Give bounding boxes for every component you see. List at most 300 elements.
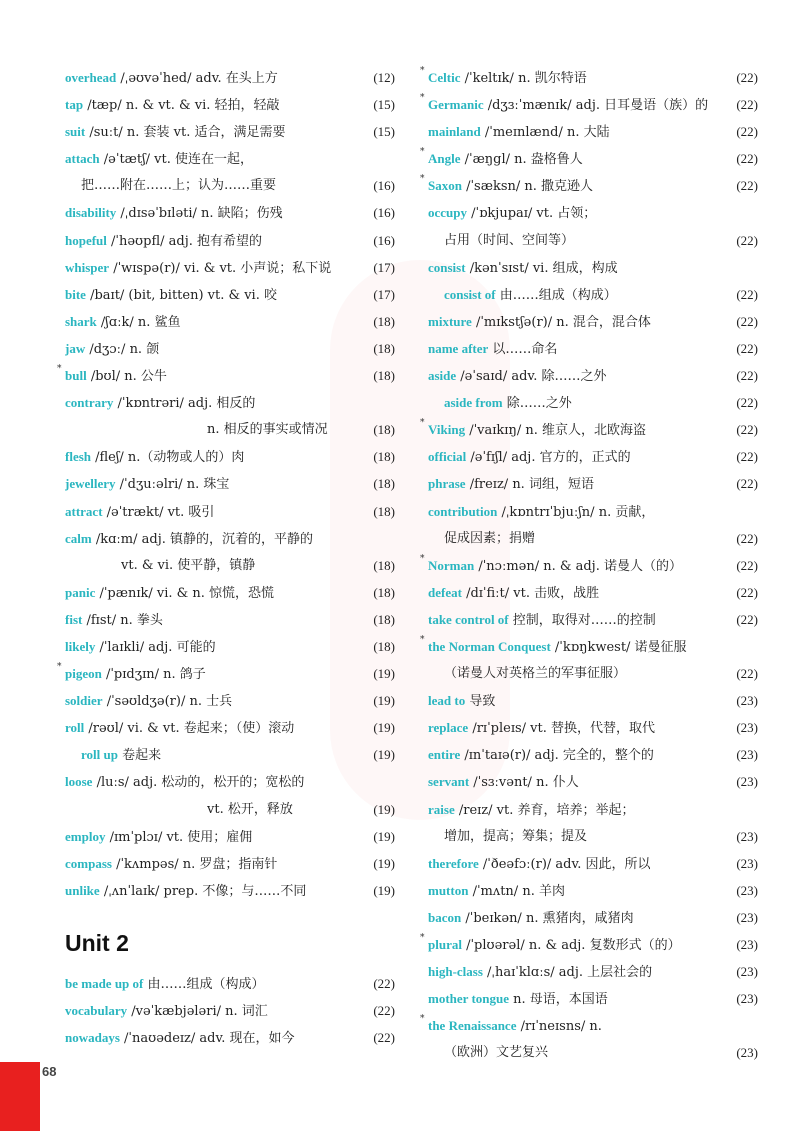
vocab-entry-text	[207, 796, 353, 823]
vocab-entry-text	[65, 145, 353, 173]
vocab-entry	[428, 199, 758, 226]
headword: unlike	[65, 882, 100, 898]
definition: /ˈðeəfɔː(r)/ adv. 因此，所以	[478, 856, 651, 872]
headword: consist of	[444, 286, 496, 302]
headword: entire	[428, 747, 461, 763]
definition: /vəˈkæbjələri/ n. 词汇	[127, 1004, 268, 1020]
vocab-entry	[65, 525, 395, 552]
headword: Viking	[428, 422, 466, 438]
page-reference: (19)	[373, 828, 395, 844]
headword: panic	[65, 584, 96, 600]
headword: consist	[428, 259, 466, 275]
headword: be made up of	[65, 976, 144, 991]
vocab-entry-text	[65, 64, 353, 92]
vocab-entry	[65, 687, 395, 714]
page-reference: (18)	[373, 476, 395, 492]
definition: 卷起来	[117, 748, 162, 764]
headword: the Norman Conquest	[428, 638, 551, 654]
headword: aside	[428, 368, 457, 384]
vocab-entry-text	[65, 199, 353, 227]
page-reference: (18)	[373, 503, 395, 519]
page-reference: (22)	[736, 340, 758, 356]
page-reference: (22)	[373, 976, 395, 991]
headword: Saxon	[428, 178, 462, 194]
page-number: 68	[42, 1064, 57, 1079]
vocab-entry-text	[65, 606, 353, 634]
headword: employ	[65, 828, 106, 844]
vocab-entry-text	[444, 227, 716, 254]
definition: /ˈmɪkstʃə(r)/ n. 混合，混合体	[471, 314, 651, 330]
headword: replace	[428, 720, 469, 736]
page-reference: (18)	[373, 584, 395, 600]
headword: suit	[65, 124, 86, 140]
vocab-entry-text	[65, 877, 353, 905]
vocab-entry-text	[65, 443, 353, 471]
headword: roll	[65, 720, 85, 736]
vocab-entry	[428, 227, 758, 254]
definition: vt. & vi. 使平静，镇静	[121, 557, 256, 573]
vocab-entry-text	[428, 308, 716, 336]
headword: mutton	[428, 882, 469, 898]
page-reference: (23)	[736, 964, 758, 980]
definition: /ˈsæksn/ n. 撒克逊人	[461, 179, 594, 195]
vocab-entry-text	[428, 633, 716, 661]
vocab-entry-text	[444, 823, 716, 850]
page-reference: (23)	[736, 720, 758, 736]
definition: /ˌəʊvəˈhed/ adv. 在头上方	[116, 71, 278, 86]
headword: mixture	[428, 313, 472, 329]
definition: /ˈdʒuːəlri/ n. 珠宝	[115, 477, 230, 493]
vocab-entry	[420, 931, 758, 958]
page-reference: (19)	[373, 747, 395, 763]
vocab-entry-text	[65, 281, 353, 309]
headword: jaw	[65, 340, 86, 356]
vocab-entry	[65, 118, 395, 145]
page-reference: (22)	[736, 313, 758, 329]
optional-word-marker: *	[420, 933, 425, 943]
vocab-entry	[65, 308, 395, 335]
page-reference: (22)	[736, 557, 758, 573]
headword: bacon	[428, 909, 462, 925]
definition: 导致	[465, 694, 496, 710]
vocab-entry	[428, 308, 758, 335]
definition: /ˌhaɪˈklɑːs/ adj. 上层社会的	[482, 965, 653, 981]
page-reference: (23)	[736, 774, 758, 790]
vocab-entry-text	[65, 498, 353, 526]
headword: lead to	[428, 693, 466, 709]
headword: defeat	[428, 584, 462, 600]
vocab-entry	[428, 904, 758, 931]
headword: Germanic	[428, 97, 484, 113]
vocab-entry-text	[65, 525, 353, 553]
vocab-entry	[65, 823, 395, 850]
vocab-entry-text	[428, 362, 716, 390]
definition: （欧洲）文艺复兴	[444, 1045, 549, 1061]
unit-2-vocab-list	[65, 970, 395, 1051]
page-reference: (22)	[736, 70, 758, 85]
vocab-entry	[428, 525, 758, 552]
definition: /ˌdɪsəˈbɪləti/ n. 缺陷；伤残	[116, 206, 283, 222]
optional-word-marker: *	[57, 364, 62, 375]
vocab-entry-text	[428, 579, 716, 607]
page-reference: (15)	[373, 97, 395, 113]
definition: 由……组成（构成）	[495, 287, 617, 303]
vocab-entry	[420, 145, 758, 172]
vocab-entry-text	[65, 633, 353, 661]
vocab-entry-text	[428, 172, 716, 200]
vocab-entry-text	[65, 823, 353, 851]
vocab-entry	[428, 335, 758, 362]
headword: calm	[65, 530, 92, 546]
headword: soldier	[65, 693, 103, 709]
headword: attract	[65, 503, 103, 519]
vocab-entry-text	[428, 91, 716, 119]
vocab-entry-text	[428, 443, 716, 471]
vocab-entry-text	[65, 687, 353, 715]
definition: /ˈhəʊpfl/ adj. 抱有希望的	[106, 233, 262, 249]
page-reference: (23)	[736, 1045, 758, 1061]
vocab-entry	[420, 1012, 758, 1039]
optional-word-marker: *	[420, 634, 425, 645]
headword: hopeful	[65, 232, 107, 248]
headword: mainland	[428, 124, 481, 140]
definition: /freɪz/ n. 词组，短语	[465, 477, 594, 493]
vocab-entry	[420, 172, 758, 199]
vocab-entry	[428, 254, 758, 281]
vocab-entry	[65, 335, 395, 362]
page-reference: (18)	[373, 340, 395, 356]
vocab-entry-text	[81, 741, 353, 769]
page-reference: (22)	[736, 368, 758, 384]
headword: Norman	[428, 557, 475, 573]
vocab-entry	[428, 741, 758, 768]
page-reference: (15)	[373, 124, 395, 140]
definition: vt. 松开，释放	[207, 801, 293, 817]
vocab-entry	[57, 362, 395, 389]
vocab-entry-text	[428, 877, 716, 905]
vocab-entry	[65, 850, 395, 877]
vocab-entry	[65, 172, 395, 199]
definition: /ˈpænɪk/ vi. & n. 惊慌，恐慌	[95, 585, 274, 601]
definition: /suːt/ n. 套装 vt. 适合，满足需要	[85, 125, 286, 141]
definition: /bʊl/ n. 公牛	[86, 369, 167, 385]
definition: /ˈmeɪnlænd/ n. 大陆	[480, 125, 610, 141]
left-vocab-column	[57, 64, 395, 904]
definition: 把……附在……上；认为……重要	[81, 178, 277, 194]
vocab-entry	[65, 470, 395, 497]
page-reference: (16)	[373, 205, 395, 221]
definition: /fleʃ/ n.（动物或人的）肉	[91, 450, 245, 466]
vocab-entry-text	[207, 416, 353, 443]
definition: /ˈvaɪkɪŋ/ n. 维京人，北欧海盗	[465, 423, 646, 439]
vocab-entry-text	[81, 172, 353, 199]
headword: therefore	[428, 855, 479, 871]
page-reference: (23)	[736, 882, 758, 898]
definition: /ˈbeɪkən/ n. 熏猪肉，咸猪肉	[461, 910, 634, 926]
definition: /ˈsəʊldʒə(r)/ n. 士兵	[102, 694, 233, 710]
definition: /ˈkʌmpəs/ n. 罗盘；指南针	[111, 856, 278, 872]
vocab-entry	[65, 997, 395, 1024]
definition: /tæp/ n. & vt. & vi. 轻拍，轻敲	[83, 98, 280, 114]
vocab-entry-text	[428, 1012, 716, 1040]
definition: /ˈkɒŋkwest/ 诺曼征服	[550, 639, 687, 655]
vocab-entry-text	[428, 335, 716, 363]
page-reference: (19)	[373, 855, 395, 871]
page-reference: (19)	[373, 882, 395, 898]
page-reference: (18)	[373, 557, 395, 573]
optional-word-marker: *	[420, 147, 425, 158]
vocab-entry	[420, 91, 758, 118]
vocab-entry	[65, 443, 395, 470]
definition: /ˈlaɪkli/ adj. 可能的	[95, 639, 216, 655]
definition: 以……命名	[488, 341, 558, 357]
optional-word-marker: *	[420, 418, 425, 429]
vocab-entry-text	[65, 997, 353, 1025]
page-reference: (23)	[736, 855, 758, 871]
page-reference: (23)	[736, 909, 758, 925]
headword: Celtic	[428, 70, 461, 85]
vocab-entry	[65, 227, 395, 254]
definition: 控制，取得对……的控制	[508, 612, 656, 628]
vocab-entry-text	[65, 660, 353, 688]
vocab-entry	[428, 687, 758, 714]
headword: high-class	[428, 964, 483, 980]
definition: /əˈfɪʃl/ adj. 官方的，正式的	[466, 450, 631, 466]
page-reference: (22)	[736, 530, 758, 546]
vocab-entry	[65, 416, 395, 443]
definition: /ˌkɒntrɪˈbjuːʃn/ n. 贡献，	[497, 504, 655, 520]
vocab-entry	[428, 714, 758, 741]
definition: 除……之外	[502, 396, 572, 412]
optional-word-marker: *	[420, 93, 425, 104]
headword: attach	[65, 151, 100, 167]
page-reference: (22)	[736, 395, 758, 411]
page-reference: (22)	[373, 1003, 395, 1019]
page-reference: (22)	[736, 97, 758, 113]
vocab-entry-text	[65, 91, 353, 119]
definition: /dʒɔː/ n. 颌	[85, 341, 160, 357]
vocab-entry	[428, 796, 758, 823]
vocab-entry-text	[428, 768, 716, 796]
definition: /ɪnˈtaɪə(r)/ adj. 完全的，整个的	[460, 748, 654, 764]
vocab-entry-text	[428, 118, 716, 146]
vocab-entry-text	[65, 714, 353, 742]
optional-word-marker: *	[57, 662, 62, 673]
page-reference: (22)	[736, 178, 758, 194]
vocab-entry	[65, 389, 395, 416]
definition: /ˈsɜːvənt/ n. 仆人	[469, 775, 579, 791]
definition: /əˈtrækt/ vt. 吸引	[102, 504, 215, 520]
page-reference: (19)	[373, 801, 395, 817]
vocab-entry	[420, 633, 758, 660]
vocab-entry-text	[65, 335, 353, 363]
right-vocab-column	[420, 64, 758, 1066]
vocab-entry	[428, 1039, 758, 1066]
vocab-entry-text	[444, 281, 716, 309]
page-reference: (16)	[373, 178, 395, 194]
page-reference: (23)	[736, 747, 758, 763]
page-reference: (19)	[373, 720, 395, 736]
page-reference: (17)	[373, 286, 395, 302]
vocab-entry-text	[444, 389, 716, 417]
vocab-entry-text	[444, 525, 716, 552]
definition: /rɪˈneɪsns/ n.	[516, 1019, 602, 1035]
vocab-entry	[428, 118, 758, 145]
page-reference: (23)	[736, 937, 758, 952]
vocab-entry	[428, 877, 758, 904]
vocab-entry-text	[65, 579, 353, 607]
vocab-entry	[428, 850, 758, 877]
definition: /rɪˈpleɪs/ vt. 替换，代替，取代	[468, 721, 655, 737]
vocab-entry	[428, 281, 758, 308]
vocab-entry-text	[428, 199, 716, 227]
vocab-entry-text	[65, 227, 353, 255]
definition: 由……组成（构成）	[143, 977, 265, 992]
page-reference: (22)	[736, 584, 758, 600]
page-corner-tab	[0, 1062, 40, 1131]
vocab-entry	[428, 470, 758, 497]
definition: /ˈæŋgl/ n. 盎格鲁人	[460, 152, 583, 168]
headword: official	[428, 449, 467, 465]
headword: bite	[65, 286, 86, 302]
vocab-entry-text	[65, 118, 353, 146]
headword: servant	[428, 774, 470, 790]
vocab-entry-text	[428, 64, 716, 92]
definition: /ˈnaʊədeɪz/ adv. 现在，如今	[119, 1031, 295, 1047]
headword: Angle	[428, 151, 461, 167]
optional-word-marker: *	[420, 553, 425, 564]
vocab-entry-text	[428, 606, 716, 634]
definition: /ˈmʌtn/ n. 羊肉	[468, 883, 565, 899]
definition: /əˈtætʃ/ vt. 使连在一起，	[99, 152, 253, 168]
definition: /baɪt/ (bit, bitten) vt. & vi. 咬	[85, 287, 277, 303]
definition: /fɪst/ n. 拳头	[82, 612, 163, 628]
optional-word-marker: *	[420, 1014, 425, 1025]
page-reference: (23)	[736, 991, 758, 1007]
vocab-entry	[65, 714, 395, 741]
vocab-entry	[65, 254, 395, 281]
page-reference: (23)	[736, 828, 758, 844]
headword: pigeon	[65, 666, 102, 682]
definition: /ˈɒkjupaɪ/ vt. 占领；	[467, 206, 597, 222]
headword: the Renaissance	[428, 1018, 517, 1034]
headword: aside from	[444, 395, 503, 411]
page-reference: (12)	[373, 70, 395, 85]
vocab-entry-text	[428, 796, 716, 824]
vocab-entry	[428, 579, 758, 606]
vocab-entry	[428, 362, 758, 389]
headword: loose	[65, 774, 93, 790]
definition: /ˈnɔːmən/ n. & adj. 诺曼人（的）	[474, 558, 682, 574]
vocab-entry	[65, 199, 395, 226]
page-reference: (18)	[373, 313, 395, 329]
headword: likely	[65, 638, 96, 654]
definition: n. 母语，本国语	[509, 992, 608, 1008]
page-reference: (22)	[373, 1030, 395, 1046]
page-reference: (18)	[373, 449, 395, 465]
definition: 增加，提高；筹集；提及	[444, 828, 588, 844]
vocab-entry	[65, 281, 395, 308]
vocab-entry	[65, 633, 395, 660]
definition: /luːs/ adj. 松动的，松开的；宽松的	[92, 775, 305, 791]
headword: plural	[428, 937, 462, 952]
vocab-entry	[65, 552, 395, 579]
definition: /ˈpɪdʒɪn/ n. 鸽子	[101, 667, 206, 683]
headword: vocabulary	[65, 1003, 128, 1019]
vocab-entry	[65, 145, 395, 172]
definition: /ˈkeltɪk/ n. 凯尔特语	[460, 71, 587, 86]
vocab-entry	[420, 552, 758, 579]
vocab-entry	[428, 443, 758, 470]
page-reference: (22)	[736, 666, 758, 682]
definition: /rəʊl/ vi. & vt. 卷起来；（使）滚动	[84, 721, 295, 737]
headword: disability	[65, 205, 117, 221]
page-reference: (18)	[373, 368, 395, 384]
page-reference: (16)	[373, 232, 395, 248]
vocab-entry-text	[65, 470, 353, 498]
vocab-entry-text	[65, 389, 353, 417]
vocab-entry-text	[428, 145, 716, 173]
page-reference: (18)	[373, 422, 395, 438]
headword: flesh	[65, 449, 91, 465]
definition: （诺曼人对英格兰的军事征服）	[444, 666, 627, 682]
headword: contrary	[65, 395, 114, 411]
vocab-entry-text	[428, 904, 716, 932]
vocab-entry	[428, 985, 758, 1012]
vocab-entry	[428, 389, 758, 416]
vocab-entry	[65, 877, 395, 904]
page-reference: (23)	[736, 693, 758, 709]
vocab-entry-text	[428, 687, 716, 715]
definition: /ˈkɒntrəri/ adj. 相反的	[113, 396, 256, 412]
vocab-entry-text	[428, 958, 716, 986]
vocab-entry	[428, 660, 758, 687]
definition: /kɑːm/ adj. 镇静的，沉着的，平静的	[91, 531, 314, 547]
vocab-entry	[428, 823, 758, 850]
headword: name after	[428, 340, 489, 356]
page-reference: (18)	[373, 611, 395, 627]
vocab-entry-text	[428, 714, 716, 742]
vocab-entry	[65, 768, 395, 795]
vocab-entry-text	[428, 498, 716, 526]
headword: overhead	[65, 70, 117, 85]
definition: /ˈplʊərəl/ n. & adj. 复数形式（的）	[461, 938, 681, 953]
vocab-entry	[428, 768, 758, 795]
vocab-entry-text	[65, 308, 353, 336]
vocab-entry-text	[428, 850, 716, 878]
page-reference: (22)	[736, 476, 758, 492]
vocab-entry-text	[121, 552, 353, 579]
vocab-entry-text	[428, 931, 716, 959]
headword: shark	[65, 313, 97, 329]
definition: 占用（时间、空间等）	[444, 232, 575, 248]
definition: n. 相反的事实或情况	[207, 422, 328, 438]
definition: /kənˈsɪst/ vi. 组成，构成	[465, 260, 618, 276]
vocab-entry-text	[428, 741, 716, 769]
headword: whisper	[65, 259, 110, 275]
vocab-entry	[65, 498, 395, 525]
vocab-entry	[65, 91, 395, 118]
vocab-entry-text	[444, 1039, 716, 1066]
vocab-entry	[428, 498, 758, 525]
definition: /ɪmˈplɔɪ/ vt. 使用；雇佣	[105, 829, 253, 845]
page-reference: (22)	[736, 422, 758, 438]
page-reference: (17)	[373, 259, 395, 275]
vocab-entry-text	[428, 985, 716, 1013]
vocab-entry	[65, 741, 395, 768]
vocab-entry	[65, 64, 395, 91]
headword: contribution	[428, 503, 498, 519]
